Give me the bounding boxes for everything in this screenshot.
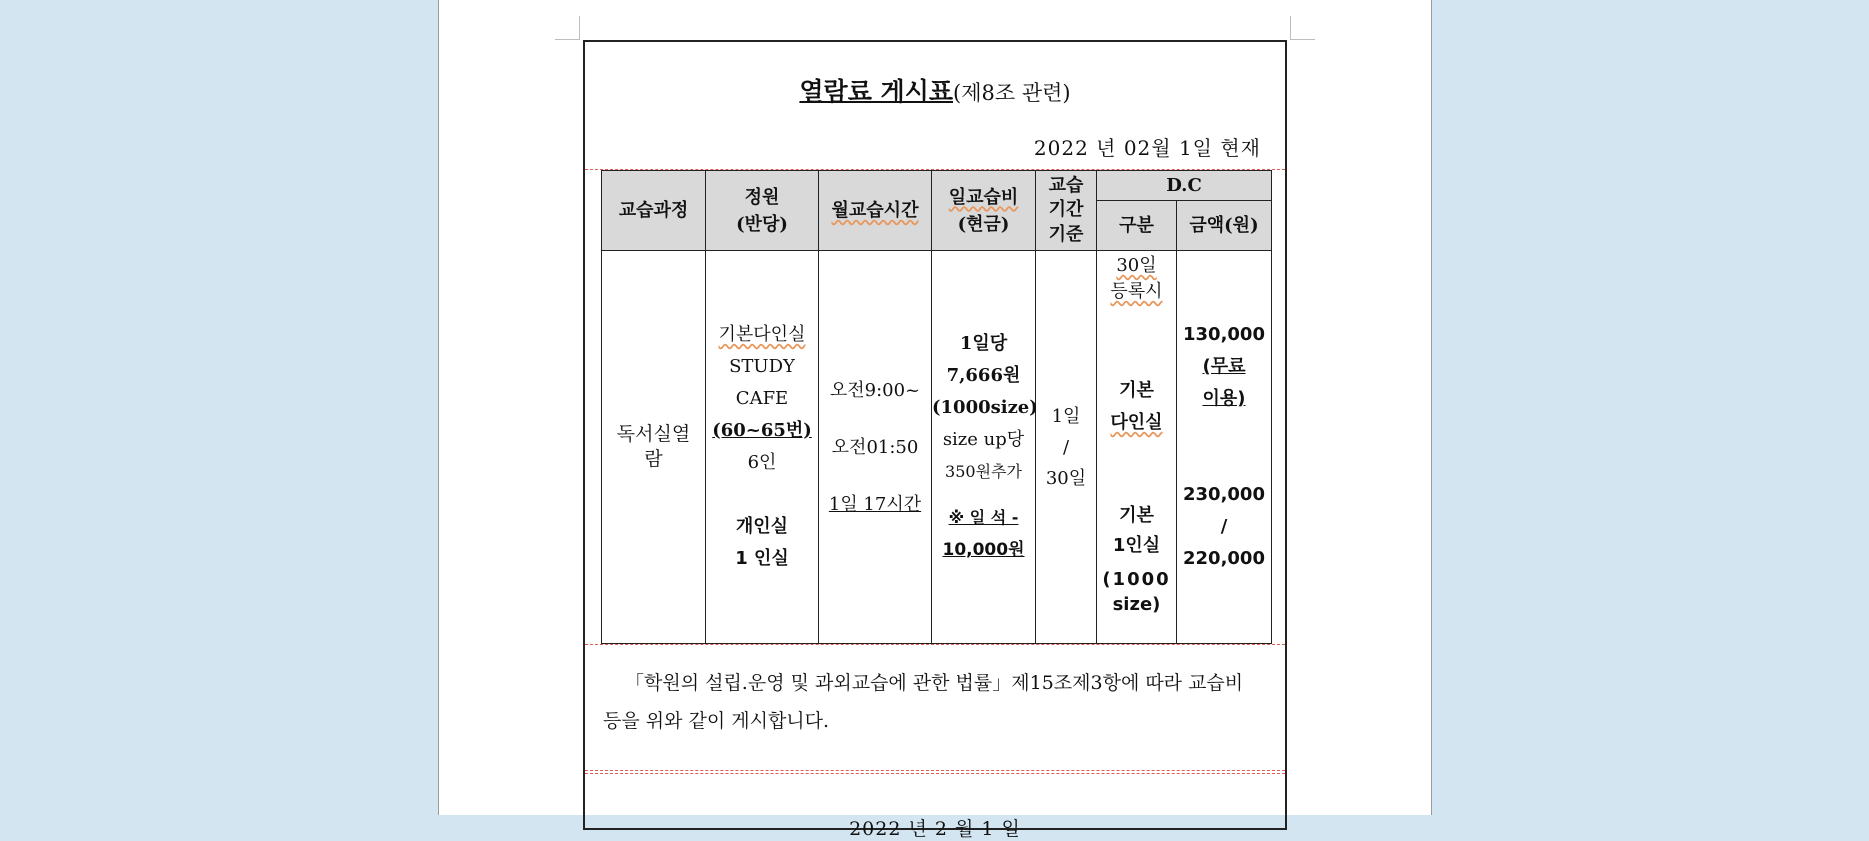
spacer (1097, 439, 1176, 501)
dc-amount-line: 220,000 (1183, 548, 1265, 569)
current-date: 2022 년 02월 1일 현재 (1033, 136, 1261, 160)
cell-hours (819, 251, 932, 644)
cell-dc-type (1097, 251, 1177, 644)
header-period-line: 기간 (1048, 199, 1084, 221)
header-daily-fee-line: (현금) (957, 213, 1010, 235)
crop-mark (1290, 16, 1291, 40)
daily-fee-line: ※ 일 석 - (948, 508, 1019, 527)
hours-line: 오전9:00~ (829, 379, 921, 401)
daily-fee-line: 7,666원 (946, 365, 1021, 386)
header-period-line: 교습 (1048, 175, 1084, 197)
capacity-line: STUDY (729, 356, 795, 377)
page-title (585, 72, 1285, 108)
dc-amount-line: 이용) (1202, 388, 1246, 409)
daily-fee-line: 350원추가 (945, 462, 1022, 481)
capacity-line: 개인실 (735, 516, 789, 537)
crop-mark (1291, 39, 1315, 40)
header-dc: D.C (1097, 171, 1272, 201)
cell-dc-amount (1177, 251, 1272, 644)
header-dc-type: 구분 (1097, 201, 1177, 251)
spacer (819, 461, 931, 491)
capacity-line: 기본다인실 (718, 324, 806, 345)
divider (585, 773, 1285, 774)
daily-fee-line: 10,000원 (942, 540, 1025, 560)
daily-fee-line: size up당 (942, 429, 1025, 450)
header-monthly-hours (819, 171, 932, 251)
footer-date: 2022 년 2 월 1 일 (849, 818, 1021, 840)
daily-fee-line: (1000size) (932, 397, 1038, 418)
header-daily-fee (932, 171, 1036, 251)
document-page (438, 0, 1432, 840)
header-period (1036, 171, 1097, 251)
title-sub: (제8조 관련) (953, 81, 1071, 105)
period-line: / (1062, 436, 1070, 458)
capacity-line: CAFE (735, 388, 789, 409)
crop-mark (555, 39, 579, 40)
dc-type-line: 등록시 (1110, 281, 1163, 302)
header-daily-fee-line: 일교습비 (948, 186, 1019, 208)
divider (585, 770, 1285, 771)
spacer (819, 404, 931, 434)
header-capacity (706, 171, 819, 251)
cell-capacity (706, 251, 819, 644)
legal-note: 「학원의 설립.운영 및 과외교습에 관한 법률」제15조제3항에 따라 교습비 등을 위와 같이 게시합니다. (603, 672, 1244, 732)
dc-amount-line: / (1220, 516, 1228, 537)
spacer (706, 479, 818, 511)
divider (585, 644, 1285, 645)
dc-type-line: 30일 (1116, 255, 1157, 276)
capacity-line: (60~65번) (712, 420, 812, 441)
header-capacity-line: (반당) (736, 213, 788, 235)
period-line: 1일 (1051, 405, 1081, 427)
period-line: 30일 (1045, 467, 1087, 489)
dc-type-line: 기본 (1119, 505, 1154, 526)
header-period-line: 기준 (1048, 223, 1084, 245)
hours-line: 오전01:50 (831, 436, 919, 458)
dc-amount-line: (무료 (1202, 356, 1246, 377)
spacer (1177, 415, 1271, 479)
dc-type-line: size) (1112, 594, 1161, 615)
daily-fee-line: 1일당 (959, 333, 1008, 354)
dc-type-line: (1000 (1102, 569, 1171, 590)
spacer (932, 488, 1035, 502)
header-monthly-hours-text: 월교습시간 (831, 200, 919, 221)
header-dc-amount: 금액(원) (1177, 201, 1272, 251)
title-main: 열람료 게시표 (799, 77, 954, 106)
header-course: 교습과정 (602, 171, 706, 251)
hours-line: 1일 17시간 (828, 493, 922, 515)
crop-mark (579, 16, 580, 40)
cell-period (1036, 251, 1097, 644)
capacity-line: 6인 (747, 452, 777, 473)
spacer (1097, 305, 1176, 375)
dc-type-line: 다인실 (1110, 412, 1163, 433)
cell-course (602, 251, 706, 644)
dc-type-line: 1인실 (1112, 535, 1161, 556)
fee-table (601, 170, 1272, 644)
cell-course-text: 독서실열람 (616, 423, 691, 470)
cell-daily-fee (932, 251, 1036, 644)
capacity-line: 1 인실 (735, 548, 789, 569)
dc-amount-line: 230,000 (1183, 484, 1265, 505)
header-capacity-line: 정원 (744, 186, 780, 208)
dc-type-line: 기본 (1119, 380, 1154, 401)
dc-amount-line: 130,000 (1183, 324, 1265, 345)
fee-notice-frame (583, 40, 1287, 840)
